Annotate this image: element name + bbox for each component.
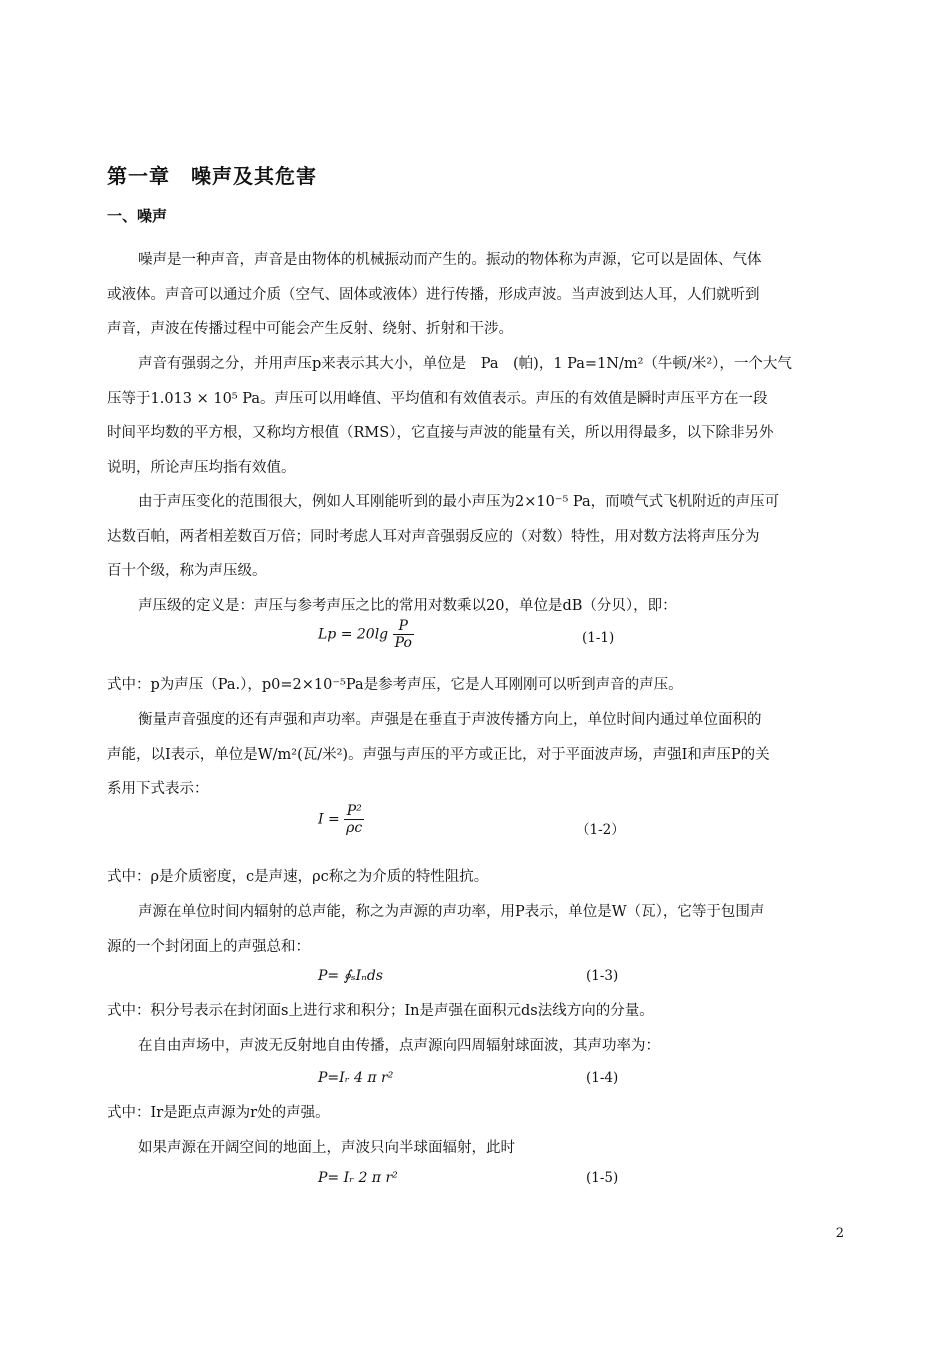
text-line: 在自由声场中，声波无反射地自由传播，点声源向四周辐射球面波，其声功率为： xyxy=(138,1038,660,1054)
text-line: 式中：p为声压（Pa.），p0=2×10⁻⁵Pa是参考声压，它是人耳刚刚可以听到声音的声压。 xyxy=(107,677,683,693)
text-line: 声压级的定义是：声压与参考声压之比的常用对数乘以20，单位是dB（分贝），即： xyxy=(138,598,677,614)
paragraph-12 xyxy=(107,1131,845,1166)
equation-1-1 xyxy=(318,618,414,651)
equation-number: (1-5) xyxy=(586,1170,619,1186)
fraction-numerator: P xyxy=(393,618,414,635)
text-line: 式中：Ir是距点声源为r处的声强。 xyxy=(107,1105,330,1121)
text-line: 压等于1.013 × 10⁵ Pa。声压可以用峰值、平均值和有效值表示。声压的有效值是瞬时声压平方在一段 xyxy=(107,390,768,407)
text-line: 声源在单位时间内辐射的总声能，称之为声源的声功率，用P表示，单位是W（瓦），它等于包围声 xyxy=(138,904,765,920)
chapter-title: 第一章 噪声及其危害 xyxy=(107,164,317,188)
fraction-numerator: P² xyxy=(344,803,364,820)
text-line: 说明，所论声压均指有效值。 xyxy=(107,459,296,476)
fraction-denominator: Po xyxy=(394,635,412,651)
text-line: 式中：ρ是介质密度，c是声速，ρc称之为介质的特性阻抗。 xyxy=(107,869,489,885)
text-line: 源的一个封闭面上的声强总和： xyxy=(107,938,310,955)
paragraph-8 xyxy=(107,895,845,964)
fraction-denominator: ρc xyxy=(346,820,363,836)
section-title: 一、噪声 xyxy=(107,207,168,225)
fraction xyxy=(344,803,364,836)
paragraph-9 xyxy=(107,994,845,1029)
text-line: 衡量声音强度的还有声强和声功率。声强是在垂直于声波传播方向上，单位时间内通过单位面积的 xyxy=(138,712,762,728)
paragraph-1 xyxy=(107,243,845,347)
paragraph-7 xyxy=(107,860,845,895)
text-line: 或液体。声音可以通过介质（空气、固体或液体）进行传播，形成声波。当声波到达人耳，人们就听到 xyxy=(107,286,760,303)
text-line: 式中：积分号表示在封闭面s上进行求和积分；In是声强在面积元ds法线方向的分量。 xyxy=(107,1003,654,1019)
equation-number: (1-3) xyxy=(586,968,619,984)
equation-1-5: P= Iᵣ 2 π r² xyxy=(318,1170,398,1186)
text-line: 声能，以I表示，单位是W/m²(瓦/米²)。声强与声压的平方或正比，对于平面波声场，声强I和声压P的关 xyxy=(107,746,770,763)
text-line: 声音，声波在传播过程中可能会产生反射、绕射、折射和干涉。 xyxy=(107,321,513,337)
fraction xyxy=(393,618,414,651)
text-line: 达数百帕，两者相差数百万倍；同时考虑人耳对声音强弱反应的（对数）特性，用对数方法将声压分为 xyxy=(107,528,760,545)
text-line: 声音有强弱之分，并用声压p来表示其大小，单位是 Pa (帕)，1 Pa=1N/m²（牛顿/米²），一个大气 xyxy=(138,356,792,372)
text-line: 如果声源在开阔空间的地面上，声波只向半球面辐射，此时 xyxy=(138,1140,515,1156)
paragraph-10 xyxy=(107,1029,845,1064)
text-line: 百十个级，称为声压级。 xyxy=(107,563,267,579)
equation-number: (1-4) xyxy=(586,1070,619,1086)
paragraph-5 xyxy=(107,668,845,703)
paragraph-4 xyxy=(107,589,845,624)
text-line: 噪声是一种声音，声音是由物体的机械振动而产生的。振动的物体称为声源，它可以是固体、气体 xyxy=(138,252,762,268)
paragraph-6 xyxy=(107,703,845,807)
equation-number: (1-1) xyxy=(582,630,615,646)
equation-lhs: I = xyxy=(318,811,340,828)
paragraph-11 xyxy=(107,1096,845,1131)
equation-1-2 xyxy=(318,803,364,836)
equation-lhs: Lp = 20lg xyxy=(318,626,389,643)
equation-1-3: P= ∮ₛIₙds xyxy=(318,968,383,984)
text-line: 时间平均数的平方根，又称均方根值（RMS），它直接与声波的能量有关，所以用得最多，以下除非另外 xyxy=(107,425,774,441)
paragraph-3 xyxy=(107,485,845,589)
equation-1-4: P=Iᵣ 4 π r² xyxy=(318,1070,394,1086)
paragraph-2 xyxy=(107,347,845,485)
text-line: 系用下式表示： xyxy=(107,781,209,797)
page-number: 2 xyxy=(835,1226,844,1241)
text-line: 由于声压变化的范围很大，例如人耳刚能听到的最小声压为2×10⁻⁵ Pa，而喷气式飞机附近的声压可 xyxy=(138,494,780,510)
equation-number: （1-2） xyxy=(576,822,625,838)
